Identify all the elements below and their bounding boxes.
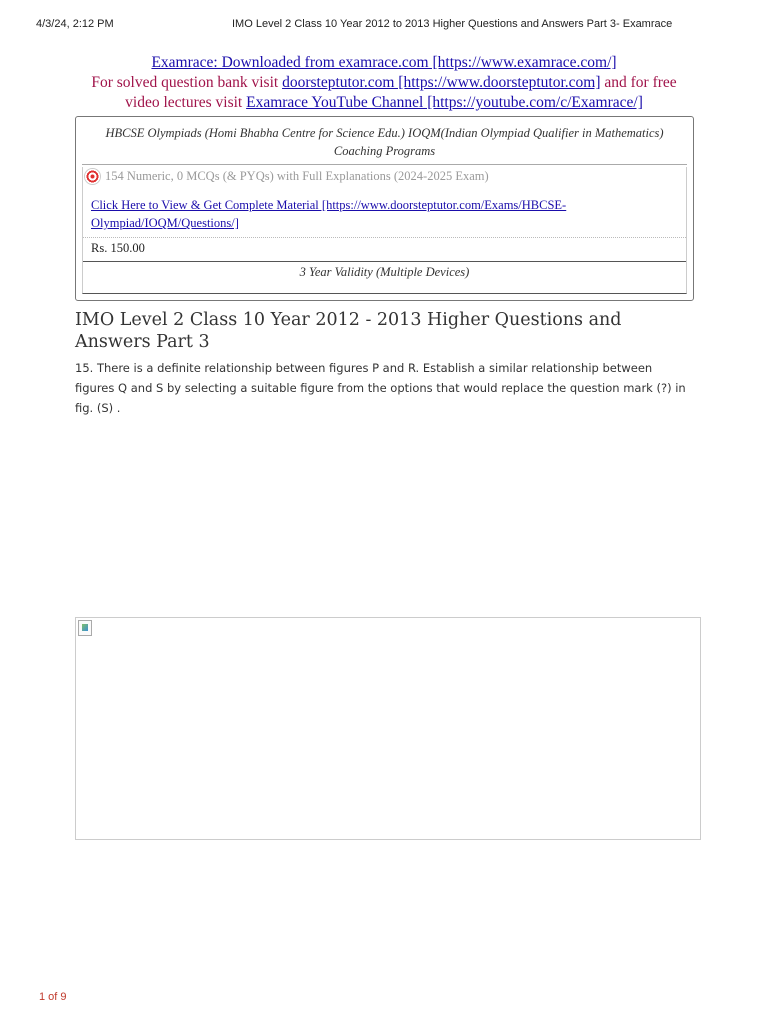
validity-label: 3 Year Validity (Multiple Devices) <box>299 265 470 279</box>
page-number: 1 of 9 <box>39 991 67 1003</box>
question-figure <box>75 617 701 840</box>
examrace-link[interactable]: Examrace: Downloaded from examrace.com [https://www.examrace.com/] <box>151 54 617 71</box>
banner-text-suffix: and for free <box>600 74 677 91</box>
banner-video-prefix: video lectures visit <box>125 94 247 111</box>
broken-image-icon <box>78 620 92 636</box>
solid-divider <box>83 261 686 262</box>
promo-box <box>75 116 694 301</box>
source-banner <box>60 53 708 113</box>
promo-stats-text: 154 Numeric, 0 MCQs (& PYQs) with Full Explanations (2024-2025 Exam) <box>105 169 489 183</box>
price-label: Rs. 150.00 <box>91 241 145 255</box>
promo-stats <box>85 169 489 184</box>
doorsteptutor-link[interactable]: doorsteptutor.com [https://www.doorsteptutor.com] <box>282 74 601 91</box>
target-icon <box>85 169 100 184</box>
print-page-title: IMO Level 2 Class 10 Year 2012 to 2013 Higher Questions and Answers Part 3- Examrace <box>232 18 673 30</box>
promo-divider <box>82 164 687 165</box>
view-material-link[interactable]: Click Here to View & Get Complete Material [https://www.doorsteptutor.com/Exams/HBCSE-Olympiad/IOQM/Questions/] <box>91 198 567 230</box>
document-title: IMO Level 2 Class 10 Year 2012 - 2013 Higher Questions and Answers Part 3 <box>75 310 622 352</box>
promo-heading: HBCSE Olympiads (Homi Bhabha Centre for Science Edu.) IOQM(Indian Olympiad Qualifier in Mathematics) Coaching Programs <box>105 126 664 158</box>
youtube-channel-link[interactable]: Examrace YouTube Channel [https://youtube.com/c/Examrace/] <box>246 94 643 111</box>
banner-text-prefix: For solved question bank visit <box>91 74 283 91</box>
dotted-divider <box>83 237 686 238</box>
print-datetime: 4/3/24, 2:12 PM <box>36 18 114 30</box>
promo-details <box>82 167 687 294</box>
question-text: 15. There is a definite relationship between figures P and R. Establish a similar relationship between figures Q and S by selecting a suitable figure from the options that would replace the question mark (?) in fig. (S) . <box>75 361 686 415</box>
